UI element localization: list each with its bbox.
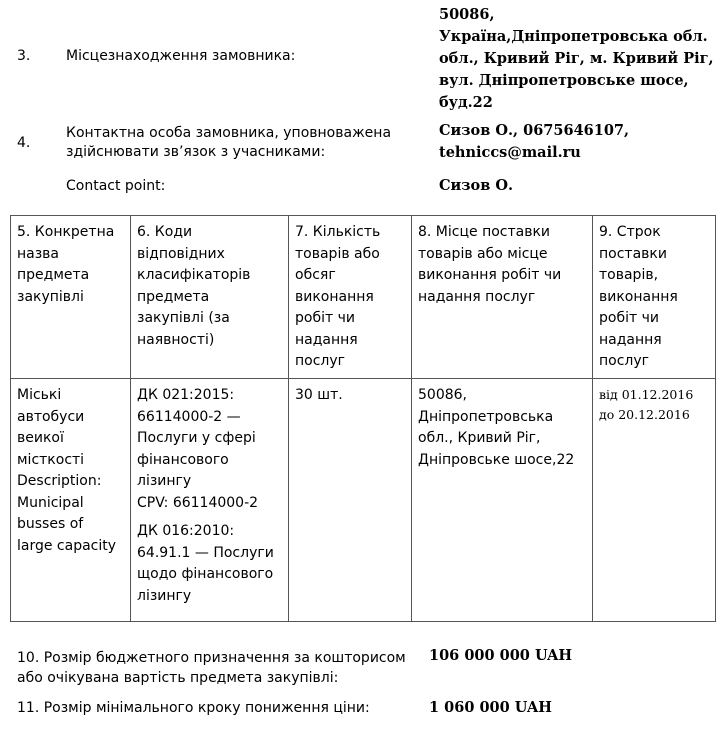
min-step-value: 1 060 000 UAH	[429, 699, 552, 716]
contact-value-line: Сизов О., 0675646107,	[439, 122, 630, 139]
cell-codes: ДК 021:2015: 66114000-2 — Послуги у сфері фінансового лізингу CPV: 66114000-2 ДК 016:2010: 64.91.1 — Послуги щодо фінансового лізингу	[131, 379, 289, 622]
header-item-name: 5. Конкретна назва предмета закупівлі	[11, 216, 131, 379]
contact-email: tehniccs@mail.ru	[439, 144, 581, 161]
table-row	[11, 379, 716, 622]
budget-label: 10. Розмір бюджетного призначення за кошторисом або очікувана вартість предмета закупівлі:	[17, 650, 406, 686]
min-step-label: 11. Розмір мінімального кроку пониження ціни:	[17, 700, 370, 716]
customer-location-line: буд.22	[439, 94, 493, 111]
procurement-table	[10, 215, 716, 622]
customer-location-line: 50086,	[439, 6, 495, 23]
contact-point-label: Contact point:	[66, 178, 166, 194]
cell-delivery-place: 50086, Дніпропетровська обл., Кривий Ріг, Дніпровське шосе,22	[412, 379, 593, 622]
customer-location-line: вул. Дніпропетровське шосе,	[439, 72, 689, 89]
customer-location-value	[439, 4, 724, 114]
cell-delivery-term: від 01.12.2016 до 20.12.2016	[593, 379, 716, 622]
section-3-label: Місцезнаходження замовника:	[66, 48, 296, 64]
header-delivery-place: 8. Місце поставки товарів або місце виконання робіт чи надання послуг	[412, 216, 593, 379]
header-codes: 6. Коди відповідних класифікаторів предмета закупівлі (за наявності)	[131, 216, 289, 379]
contact-label-line: Контактна особа замовника, уповноважена	[66, 125, 392, 141]
cell-quantity: 30 шт.	[289, 379, 412, 622]
customer-location-line: Україна,Дніпропетровська обл.	[439, 28, 708, 45]
contact-point-value: Сизов О.	[439, 177, 514, 194]
header-quantity: 7. Кількість товарів або обсяг виконання робіт чи надання послуг	[289, 216, 412, 379]
section-3-number: 3.	[17, 48, 31, 64]
contact-person-value	[439, 120, 724, 164]
contact-label-line: здійснювати зв’язок з учасниками:	[66, 144, 326, 160]
section-4-number: 4.	[17, 135, 31, 151]
budget-value: 106 000 000 UAH	[429, 647, 573, 664]
table-header-row	[11, 216, 716, 379]
header-delivery-term: 9. Строк поставки товарів, виконання робіт чи надання послуг	[593, 216, 716, 379]
cell-item-name: Міські автобуси веикої місткості Description: Municipal busses of large capacity	[11, 379, 131, 622]
customer-location-line: обл., Кривий Ріг, м. Кривий Ріг,	[439, 50, 714, 67]
section-4-label	[66, 124, 391, 162]
